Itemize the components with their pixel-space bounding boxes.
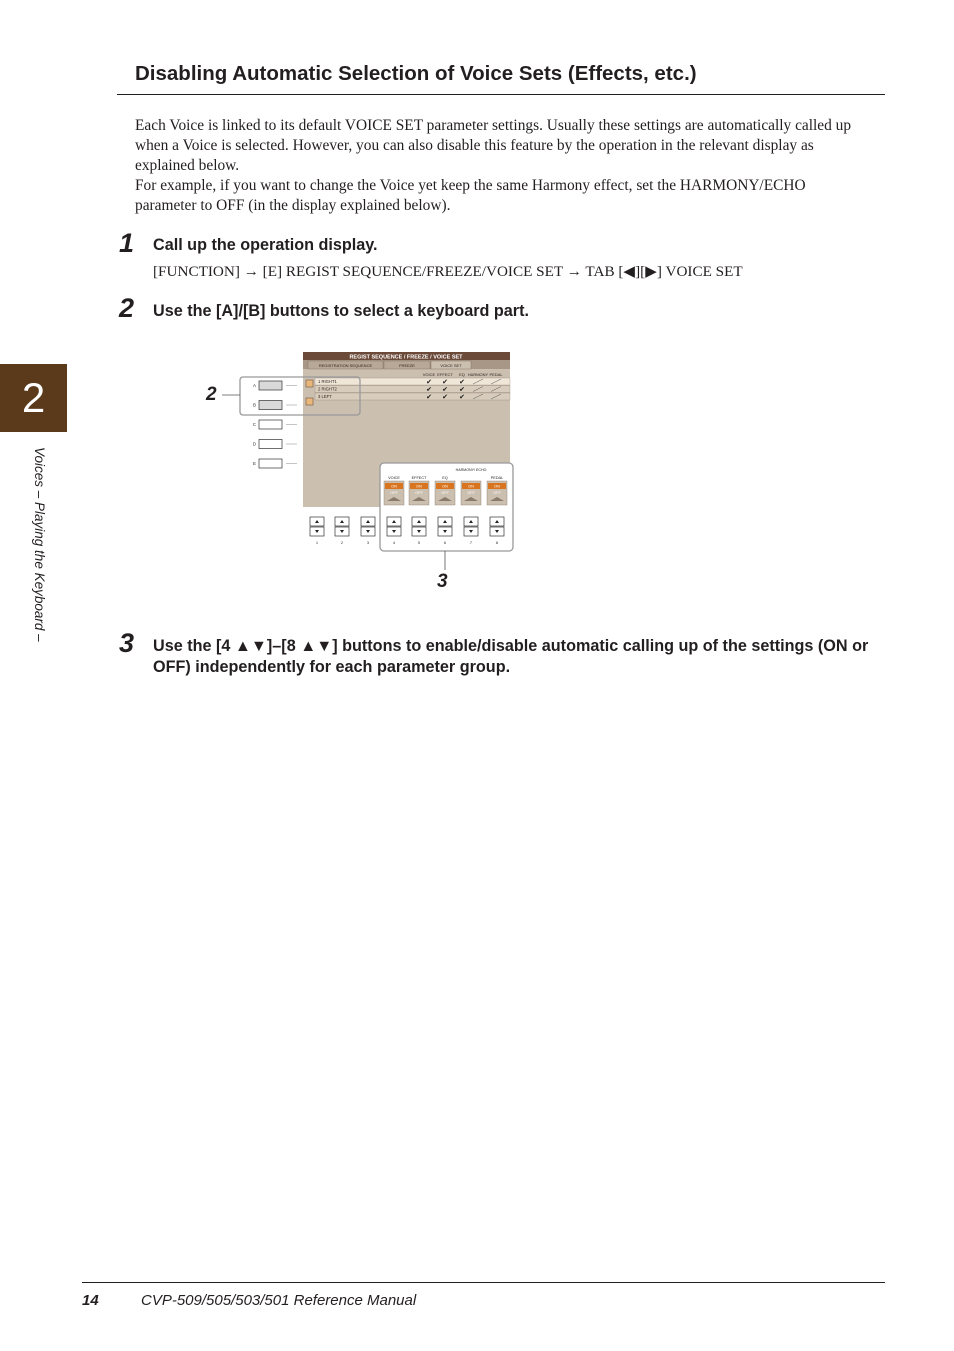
lcd-illustration	[200, 345, 530, 600]
param-value: ON	[442, 484, 448, 489]
param-alt-value: OFF	[441, 491, 449, 495]
side-button-letter: D	[252, 441, 256, 447]
checkmark-icon: ✔	[426, 379, 432, 386]
side-button-b[interactable]	[259, 401, 282, 410]
step-title: Use the [A]/[B] buttons to select a keyboard part.	[153, 302, 529, 320]
bottom-button-number: 3	[366, 540, 370, 545]
manual-title: CVP-509/505/503/501 Reference Manual	[141, 1292, 417, 1309]
page-number: 14	[82, 1292, 99, 1309]
lcd-column-head: EQ	[459, 372, 465, 377]
bottom-button-number: 8	[495, 540, 499, 545]
footer-rule	[82, 1282, 885, 1283]
lcd-part-label: 3 LEFT	[318, 394, 332, 399]
lcd-column-head: VOICE	[422, 372, 436, 377]
lcd-part-row	[315, 393, 510, 400]
checkmark-icon: ✔	[426, 394, 432, 401]
param-value: ON	[468, 484, 474, 489]
step-title: Call up the operation display.	[153, 236, 378, 254]
side-button-letter: C	[252, 422, 256, 427]
lcd-tab-label: REGISTRATION SEQUENCE	[318, 363, 373, 368]
checkmark-icon: ✔	[442, 379, 448, 386]
param-label: PEDAL	[490, 476, 504, 480]
bottom-button-number: 7	[469, 540, 473, 545]
step-number: 1	[119, 228, 135, 258]
step-number: 3	[119, 628, 135, 658]
param-alt-value: OFF	[415, 491, 423, 495]
heading-rule	[117, 94, 885, 95]
side-button-a[interactable]	[259, 381, 282, 390]
bottom-button-number: 6	[443, 540, 447, 545]
side-button-letter: A	[252, 383, 256, 388]
lcd-column-head: PEDAL	[489, 372, 503, 377]
param-value: ON	[391, 484, 397, 489]
param-label: EFFECT	[411, 476, 427, 480]
scroll-down-icon	[306, 398, 313, 405]
checkmark-icon: ✔	[459, 379, 465, 386]
lcd-part-row	[315, 386, 510, 393]
lcd-column-head: EFFECT	[437, 372, 453, 377]
bottom-button-number: 5	[417, 540, 421, 545]
checkmark-icon: ✔	[426, 386, 432, 394]
lcd-tab-label: FREEZE	[399, 363, 415, 368]
param-alt-value: OFF	[390, 491, 398, 495]
side-button-letter: E	[252, 461, 256, 466]
lcd-title: REGIST SEQUENCE / FREEZE / VOICE SET	[349, 354, 463, 361]
param-value: ON	[416, 484, 422, 489]
intro-paragraph: Each Voice is linked to its default VOICE SET parameter settings. Usually these settings are automatically called up when a Voice is selected. However, you can also disable this feature by the operation in the relevant display as explained below.	[135, 117, 852, 174]
param-label: HARMONY/ ECHO	[455, 468, 487, 472]
checkmark-icon: ✔	[442, 386, 448, 394]
callout-2: 2	[206, 384, 217, 405]
param-alt-value: OFF	[467, 491, 475, 495]
lcd-tab-label: VOICE SET	[440, 363, 462, 368]
display-figure	[200, 345, 530, 600]
side-button-e[interactable]	[259, 459, 282, 468]
checkmark-icon: ✔	[459, 386, 465, 394]
side-button-c[interactable]	[259, 420, 282, 429]
checkmark-icon: ✔	[442, 394, 448, 401]
intro-text	[135, 116, 870, 216]
side-button-letter: B	[252, 402, 256, 408]
step-instruction: [FUNCTION] → [E] REGIST SEQUENCE/FREEZE/VOICE SET → TAB [◀][▶] VOICE SET	[153, 263, 743, 280]
bottom-button-number: 2	[340, 540, 344, 545]
param-label: VOICE	[388, 476, 400, 480]
chapter-tab: 2	[0, 364, 67, 432]
lcd-column-head: HARMONY	[467, 372, 489, 377]
step-number: 2	[119, 293, 135, 323]
bottom-button-number: 4	[392, 540, 396, 545]
checkmark-icon: ✔	[459, 394, 465, 401]
param-value: ON	[494, 484, 500, 489]
intro-paragraph: For example, if you want to change the Voice yet keep the same Harmony effect, set the HARMONY/ECHO parameter to OFF (in the display explained below).	[135, 177, 806, 214]
bottom-button-number: 1	[315, 540, 319, 545]
scroll-up-icon	[306, 380, 313, 387]
lcd-part-label: 1 RIGHT1	[318, 379, 337, 384]
callout-3: 3	[437, 571, 448, 592]
section-heading: Disabling Automatic Selection of Voice Sets (Effects, etc.)	[135, 62, 697, 85]
step-title: Use the [4 ▲▼]–[8 ▲▼] buttons to enable/disable automatic calling up of the settings (ON or OFF) independently for each parameter group.	[153, 637, 869, 676]
param-alt-value: OFF	[493, 491, 501, 495]
lcd-part-row	[315, 378, 510, 385]
side-button-d[interactable]	[259, 440, 282, 449]
chapter-side-label: Voices – Playing the Keyboard –	[32, 447, 47, 642]
lcd-part-label: 2 RIGHT2	[318, 386, 337, 392]
param-label: EQ	[442, 476, 448, 480]
